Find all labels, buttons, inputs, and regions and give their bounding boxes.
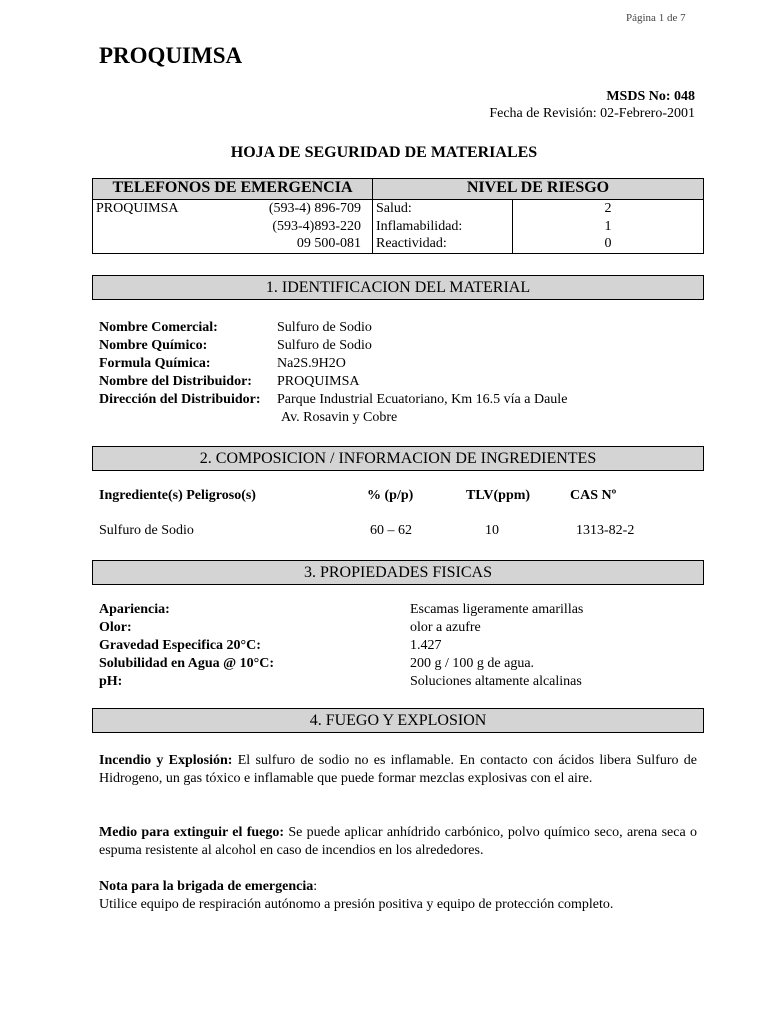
- section-4-header: 4. FUEGO Y EXPLOSION: [92, 708, 704, 733]
- company-brand: PROQUIMSA: [99, 43, 243, 68]
- field-label: Nombre del Distribuidor:: [99, 374, 252, 389]
- paragraph-text: Utilice equipo de respiración autónomo a presión positiva y equipo de protección completo.: [99, 897, 614, 912]
- paragraph-label: Nota para la brigada de emergencia: [99, 879, 314, 894]
- section-2-header: 2. COMPOSICION / INFORMACION DE INGREDIENTES: [92, 446, 704, 471]
- table-cell: Sulfuro de Sodio: [99, 523, 194, 538]
- field-label: Nombre Químico:: [99, 338, 208, 353]
- property-value: Soluciones altamente alcalinas: [410, 674, 582, 689]
- risk-label-reactividad: Reactividad:: [373, 235, 513, 253]
- property-value: 1.427: [410, 638, 442, 653]
- emergency-phone: 09 500-081: [296, 236, 361, 251]
- page-number: Página 1 de 7: [626, 12, 686, 24]
- paragraph-text: Se puede aplicar anhídrido carbónico, polvo químico seco, arena seca o espuma resistente al alcohol en caso de incendios en los alrededores.: [99, 825, 697, 858]
- property-value: Escamas ligeramente amarillas: [410, 602, 584, 617]
- emergency-risk-table: [92, 178, 704, 254]
- property-value: olor a azufre: [410, 620, 481, 635]
- field-value: PROQUIMSA: [277, 374, 360, 389]
- document-title: HOJA DE SEGURIDAD DE MATERIALES: [230, 144, 538, 161]
- emergency-header: TELEFONOS DE EMERGENCIA: [93, 179, 373, 200]
- column-header: Ingrediente(s) Peligroso(s): [99, 488, 256, 503]
- paragraph-label: Medio para extinguir el fuego:: [99, 825, 285, 840]
- table-cell: 10: [485, 523, 499, 538]
- field-value: Na2S.9H2O: [277, 356, 346, 371]
- column-header: CAS Nº: [570, 488, 617, 503]
- paragraph-label: Incendio y Explosión:: [99, 753, 233, 768]
- field-label: Nombre Comercial:: [99, 320, 218, 335]
- risk-label-salud: Salud:: [373, 200, 513, 218]
- paragraph-incendio: [99, 752, 697, 788]
- property-label: Solubilidad en Agua @ 10°C:: [99, 656, 275, 671]
- paragraph-colon: :: [313, 879, 318, 894]
- property-value: 200 g / 100 g de agua.: [410, 656, 535, 671]
- property-label: Olor:: [99, 620, 132, 635]
- msds-number: MSDS No: 048: [606, 89, 695, 104]
- paragraph-nota: [99, 878, 697, 914]
- emergency-company: PROQUIMSA: [96, 201, 179, 216]
- paragraph-text: El sulfuro de sodio no es inflamable. En contacto con ácidos libera Sulfuro de Hidrogeno, un gas tóxico e inflamable que puede formar mezclas explosivas con el aire.: [99, 753, 697, 786]
- property-label: pH:: [99, 674, 123, 689]
- field-value: Parque Industrial Ecuatoriano, Km 16.5 vía a Daule: [277, 392, 568, 407]
- table-cell: 1313-82-2: [576, 523, 635, 538]
- risk-value-salud: 2: [513, 200, 704, 218]
- field-label: Dirección del Distribuidor:: [99, 392, 261, 407]
- revision-date: Fecha de Revisión: 02-Febrero-2001: [489, 106, 695, 121]
- emergency-phone: (593-4)893-220: [272, 218, 361, 234]
- emergency-phone: (593-4) 896-709: [268, 201, 361, 216]
- risk-value-inflamabilidad: 1: [513, 218, 704, 236]
- field-label: Formula Química:: [99, 356, 211, 371]
- address-line-2: Av. Rosavin y Cobre: [281, 410, 398, 425]
- property-label: Apariencia:: [99, 602, 170, 617]
- risk-header: NIVEL DE RIESGO: [373, 179, 704, 200]
- emergency-phones: [93, 200, 373, 254]
- risk-label-inflamabilidad: Inflamabilidad:: [373, 218, 513, 236]
- column-header: TLV(ppm): [466, 488, 531, 503]
- section-1-header: 1. IDENTIFICACION DEL MATERIAL: [92, 275, 704, 300]
- risk-value-reactividad: 0: [513, 235, 704, 253]
- column-header: % (p/p): [367, 488, 414, 503]
- property-label: Gravedad Especifica 20°C:: [99, 638, 261, 653]
- field-value: Sulfuro de Sodio: [277, 338, 372, 353]
- table-cell: 60 – 62: [370, 523, 412, 538]
- paragraph-extinguir: [99, 824, 697, 860]
- section-3-header: 3. PROPIEDADES FISICAS: [92, 560, 704, 585]
- field-value: Sulfuro de Sodio: [277, 320, 372, 335]
